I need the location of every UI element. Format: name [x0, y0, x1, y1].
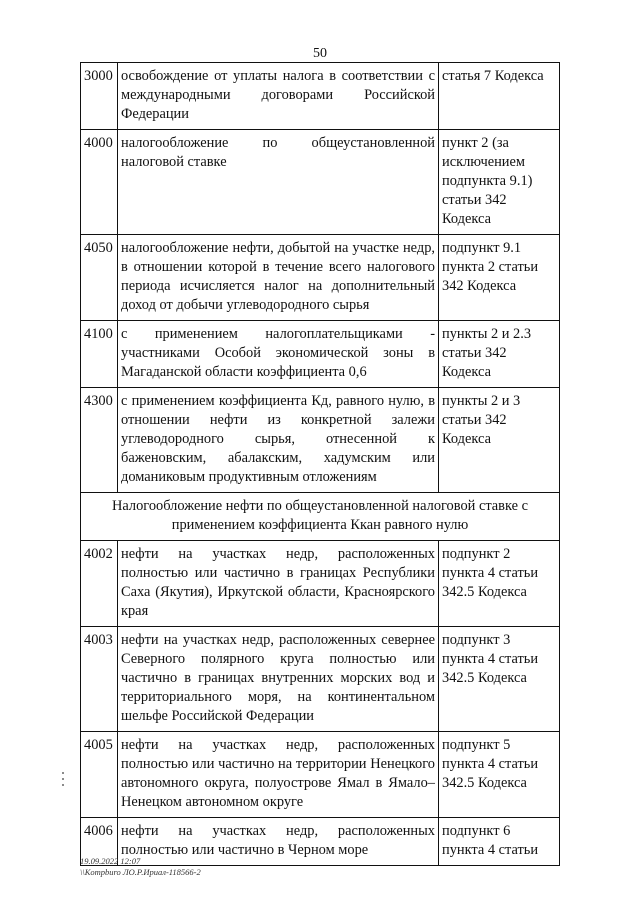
table-row: [81, 130, 560, 235]
table-row: [81, 818, 560, 866]
table-row: [81, 63, 560, 130]
code-cell: 4006: [81, 818, 118, 866]
code-cell: 4002: [81, 541, 118, 627]
tax-codes-table: [80, 62, 560, 866]
reference-cell: подпункт 9.1 пункта 2 статьи 342 Кодекса: [439, 235, 560, 321]
page-number: 50: [313, 46, 327, 61]
table-body: [81, 63, 560, 866]
reference-cell: подпункт 3 пункта 4 статьи 342.5 Кодекса: [439, 627, 560, 732]
reference-cell: пункты 2 и 3 статьи 342 Кодекса: [439, 388, 560, 493]
reference-cell: подпункт 2 пункта 4 статьи 342.5 Кодекса: [439, 541, 560, 627]
section-header: Налогообложение нефти по общеустановленной налоговой ставке с применением коэффициента Ккан равного нулю: [81, 493, 560, 541]
description-cell: налогообложение нефти, добытой на участке недр, в отношении которой в течение всего налогового периода исчисляется налог на дополнительный доход от добычи углеводородного сырья: [118, 235, 439, 321]
margin-scan-marks: [60, 768, 68, 798]
reference-cell: пункт 2 (за исключением подпункта 9.1) статьи 342 Кодекса: [439, 130, 560, 235]
description-cell: налогообложение по общеустановленной налоговой ставке: [118, 130, 439, 235]
description-cell: нефти на участках недр, расположенных полностью или частично в Черном море: [118, 818, 439, 866]
description-cell: с применением налогоплательщиками - участниками Особой экономической зоны в Магаданской области коэффициента 0,6: [118, 321, 439, 388]
description-cell: нефти на участках недр, расположенных полностью или частично на территории Ненецкого автономного округа, полуострове Ямал в Ямало–Ненецком автономном округе: [118, 732, 439, 818]
code-cell: 4050: [81, 235, 118, 321]
table-row: [81, 541, 560, 627]
table-row: [81, 627, 560, 732]
description-cell: нефти на участках недр, расположенных севернее Северного полярного круга полностью или частично в границах внутренних морских вод и территориального моря, на континентальном шельфе Российской Федерации: [118, 627, 439, 732]
table-row: [81, 388, 560, 493]
description-cell: с применением коэффициента Кд, равного нулю, в отношении нефти из конкретной залежи углеводородного сырья, отнесенной к баженовским, абалакским, хадумским или доманиковым продуктивным отложениям: [118, 388, 439, 493]
code-cell: 4000: [81, 130, 118, 235]
code-cell: 4005: [81, 732, 118, 818]
code-cell: 4300: [81, 388, 118, 493]
code-cell: 3000: [81, 63, 118, 130]
table-row: [81, 235, 560, 321]
footer-date: 19.09.2022 12:07: [80, 856, 141, 866]
description-cell: освобождение от уплаты налога в соответствии с международными договорами Российской Федерации: [118, 63, 439, 130]
table-row: [81, 321, 560, 388]
table-row: [81, 732, 560, 818]
code-cell: 4100: [81, 321, 118, 388]
footer-source: \\Kompburo ЛО.Р.Ириал-118566-2: [80, 867, 201, 877]
code-cell: 4003: [81, 627, 118, 732]
reference-cell: пункты 2 и 2.3 статьи 342 Кодекса: [439, 321, 560, 388]
reference-cell: подпункт 5 пункта 4 статьи 342.5 Кодекса: [439, 732, 560, 818]
section-header-row: [81, 493, 560, 541]
reference-cell: статья 7 Кодекса: [439, 63, 560, 130]
description-cell: нефти на участках недр, расположенных полностью или частично в границах Республики Саха (Якутия), Иркутской области, Красноярского края: [118, 541, 439, 627]
reference-cell: подпункт 6 пункта 4 статьи: [439, 818, 560, 866]
